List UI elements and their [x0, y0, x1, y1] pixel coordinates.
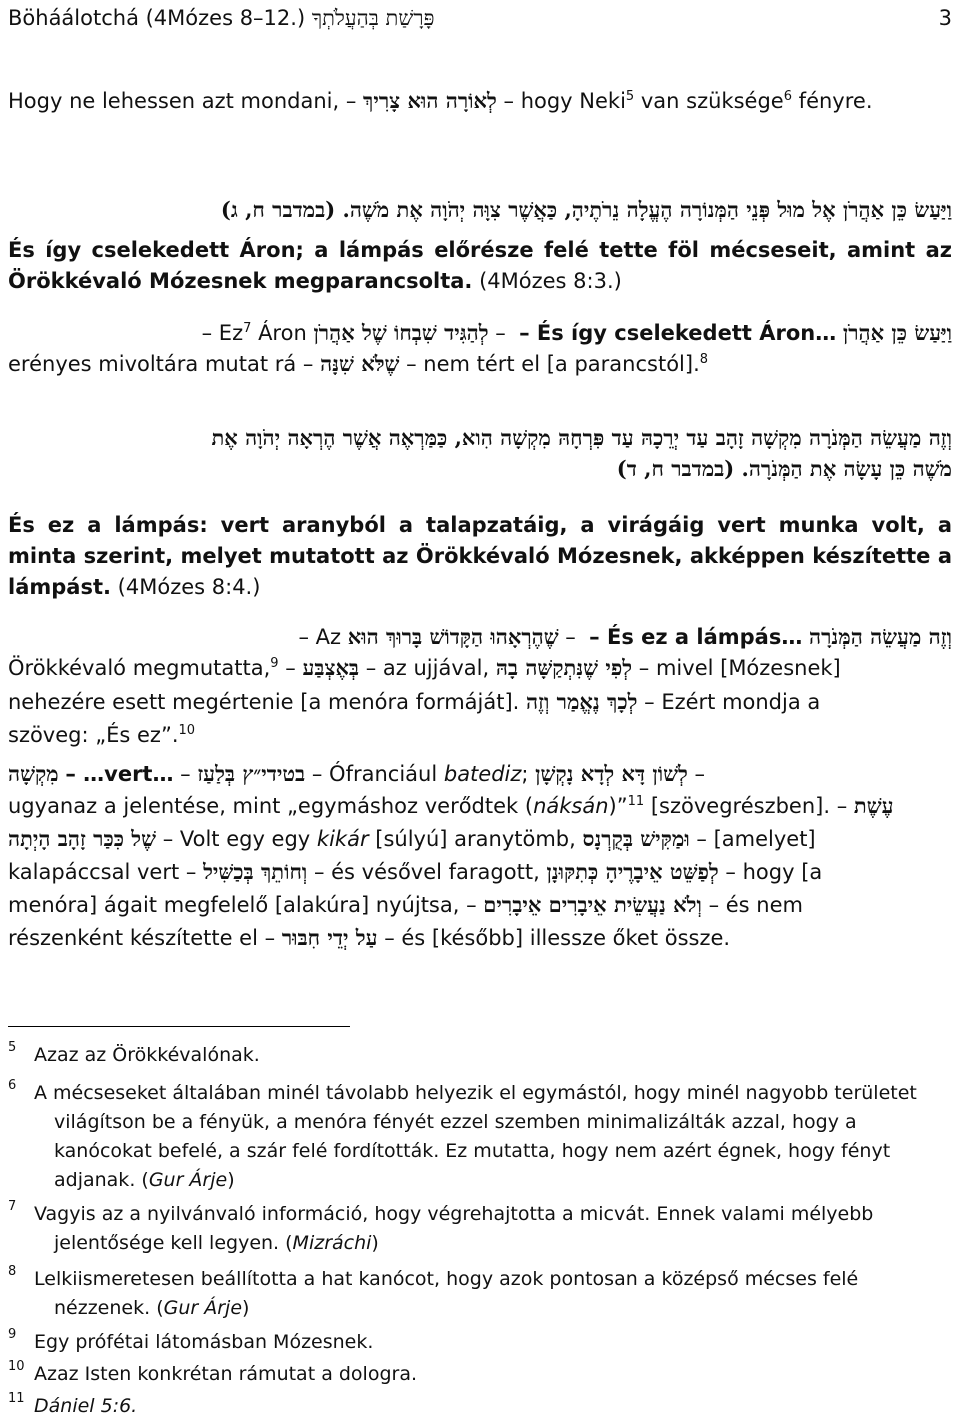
verse-text: És így cselekedett Áron; a lámpás előrésze felé tette föl mécseseit, amint az Örökkévaló Mózesnek megparancsolta. — [8, 238, 952, 293]
footnote-text: Dániel 5:6. — [34, 1395, 138, 1417]
text: )” — [608, 794, 628, 818]
lemma-translation: – És így cselekedett Áron… — [519, 321, 837, 345]
text: szöveg: „És ez”. — [8, 723, 179, 747]
text: – — [694, 762, 705, 786]
verse-reference: (4Mózes 8:3.) — [479, 269, 622, 293]
lemma-translation: – És ez a lámpás… — [589, 625, 803, 649]
hebrew-comment: בְּאֶצְבַּע — [302, 655, 360, 680]
footnote-number: 8 — [8, 1264, 17, 1279]
text: menóra] ágait megfelelő [alakúra] nyújtsa, – — [8, 893, 477, 917]
text: Áron — [258, 321, 307, 345]
verse-3-hebrew: וַיַּעַשׂ כֵּן אַהֲרֹן אֶל מוּל פְּנֵי הַמְּנוֹרָה הֶעֱלָה נֵרֹתֶיהָ, כַּאֲשֶׁר צִוָּה יְהֹוָה אֶת מֹשֶׁה. (במדבר ח, ג) — [220, 197, 952, 222]
footnote-text: Lelkiismeretesen beállította a hat kanócot, hogy azok pontosan a középső mécses felé nézzenek. — [34, 1268, 859, 1319]
commentary-lampas: וְזֶה מַעֲשֵׂה הַמְּנֹרָה – És ez a lámpás… – שֶׁהֶרְאָהוּ הַקָּדוֹשׁ בָּרוּךְ הוּא – Az Örökkévaló megmutatta,$^9$ – בְּאֶצְבַּע – az ujjával, לְפִי שֶׁנִּתְקַשָּׁה בָהּ – mivel [Mózesnek] nehezére esett megértenie [a menóra formáját]. לְכָךְ נֶאֱמַר וְזֶה – Ezért mondja a szöveg: „És ez”.$^{10}$ — [8, 624, 952, 747]
hebrew-comment: לְשׁוֹן דָּא לְדָא נָקְשָׁן — [535, 761, 688, 786]
text: erényes mivoltára mutat rá – — [8, 352, 314, 376]
text: hogy Neki — [520, 89, 626, 113]
footnote-ref-9[interactable]: 9 — [270, 656, 279, 671]
footnote-text: Egy prófétai látomásban Mózesnek. — [34, 1331, 374, 1353]
verse-line: וְזֶה מַעֲשֵׂה הַמְּנֹרָה מִקְשָׁה זָהָב עַד יְרֵכָהּ עַד פִּרְחָהּ מִקְשָׁה הִוא, כַּמַּרְאֶה אֲשֶׁר הֶרְאָה יְהֹוָה אֶת — [211, 425, 952, 450]
header-hebrew: פָּרָשַׁת בְּהַעֲלֹתְךָ — [311, 6, 435, 30]
text: – és nem — [708, 893, 803, 917]
hebrew-comment: וּמַקִּישׁ בְּקֻרְנָס — [582, 826, 690, 851]
hebrew-comment: שֶׁהֶרְאָהוּ הַקָּדוֹשׁ בָּרוּךְ הוּא — [347, 624, 559, 649]
footnote-8: 8 Lelkiismeretesen beállította a hat kanócot, hogy azok pontosan a középső mécses felé nézzenek. (Gur Árje) — [8, 1265, 952, 1323]
footnote-text: Vagyis az a nyilvánvaló információ, hogy végrehajtotta a micvát. Ennek valami mélyebb jelentősége kell legyen. — [34, 1203, 874, 1254]
footnote-ref-10[interactable]: 10 — [178, 723, 196, 738]
hebrew-lemma: וַיַּעַשׂ כֵּן אַהֲרֹן — [842, 320, 952, 345]
footnote-number: 10 — [8, 1359, 25, 1374]
footnote-source: Gur Árje — [148, 1169, 228, 1191]
footnote-source: Mizráchi — [292, 1232, 372, 1254]
hebrew-comment: לְפַשֵּׁט אֵיבָרֶיהָ כְּתִקּוּנָן — [546, 859, 719, 884]
text: nehezére esett megértenie [a menóra formáját]. — [8, 690, 520, 714]
hebrew-comment: וְחוֹתֵךְ בְּכַשִּׁיל — [203, 859, 308, 884]
verse-text: És ez a lámpás: vert aranyból a talapzatáig, a virágáig vert munka volt, a minta szerint, melyet mutatott az Örökkévaló Mózesnek, akképpen készítette a lámpást. — [8, 513, 952, 599]
hebrew-comment: וְלֹא נַעֲשֵׂית אֵיבָרִים אֵיבָרִים — [483, 892, 702, 917]
hebrew-comment: שֶׁלֹּא שִׁנָּה — [320, 351, 400, 376]
footnote-ref-6[interactable]: 6 — [783, 89, 792, 104]
commentary-aron: וַיַּעַשׂ כֵּן אַהֲרֹן – És így cselekedett Áron… – לְהַגִּיד שִׁבְחוֹ שֶׁל אַהֲרֹן – Ez$^7$ Áron erényes mivoltára mutat rá – שֶׁלֹּא שִׁנָּה – nem tért el [a parancstól].$^8$ — [8, 320, 952, 376]
footnote-11 — [8, 1392, 952, 1421]
text: – Az — [298, 625, 342, 649]
hebrew-comment: שֶׁל כִּכַּר זָהָב הָיְתָה — [8, 826, 156, 851]
text: – mivel [Mózesnek] — [638, 656, 841, 680]
verse-line: מֹשֶׁה כֵּן עָשָׂה אֶת הַמְּנֹרָה. (במדבר ח, ד) — [616, 456, 952, 481]
footnote-text: Azaz az Örökkévalónak. — [34, 1044, 260, 1066]
footnote-separator — [8, 1026, 350, 1027]
lemma-translation: – …vert… — [65, 762, 174, 786]
text: [súlyú] aranytömb, — [375, 827, 576, 851]
footnote-number: 6 — [8, 1078, 17, 1093]
text: Örökkévaló megmutatta, — [8, 656, 271, 680]
footnote-5 — [8, 1041, 952, 1070]
footnote-number: 11 — [8, 1391, 25, 1406]
text: kalapáccsal vert – — [8, 860, 197, 884]
footnote-number: 9 — [8, 1327, 17, 1342]
foreign-term: batediz — [443, 762, 522, 786]
verse-3-translation — [8, 235, 952, 297]
text: fényre. — [798, 89, 873, 113]
verse-reference: (4Mózes 8:4.) — [117, 575, 261, 599]
foreign-term: náksán — [533, 794, 609, 818]
footnote-ref-8[interactable]: 8 — [699, 352, 709, 367]
footnote-number: 5 — [8, 1040, 17, 1055]
text: – és vésővel faragott, — [313, 860, 540, 884]
footnote-ref-7[interactable]: 7 — [243, 321, 252, 336]
foreign-term: kikár — [316, 827, 369, 851]
footnote-7: 7 Vagyis az a nyilvánvaló információ, hogy végrehajtotta a micvát. Ennek valami mélyebb jelentősége kell legyen. (Mizráchi) — [8, 1200, 952, 1258]
verse-4-hebrew — [8, 422, 952, 484]
text: – hogy [a — [725, 860, 823, 884]
text: – Ófranciául — [311, 762, 438, 786]
hebrew-comment: עֶשֶׁת — [853, 793, 894, 818]
running-header — [8, 6, 952, 36]
text: – Ez — [201, 321, 244, 345]
hebrew-comment: בטידי״ץ בְּלַעַז — [197, 761, 306, 786]
hebrew-lemma: וְזֶה מַעֲשֵׂה הַמְּנֹרָה — [809, 624, 952, 649]
text: – Volt egy egy — [162, 827, 311, 851]
commentary-vert: מִקְשָׁה – …vert… – בטידי״ץ בְּלַעַז – Ófranciául batediz; לְשׁוֹן דָּא לְדָא נָקְשָׁן – ugyanaz a jelentése, mint „egymáshoz verődtek (náksán)”$^{11}$ [szövegrészben]. – עֶשֶׁת שֶׁל כִּכַּר זָהָב הָיְתָה – Volt egy egy kikár [súlyú] aranytömb, וּמַקִּישׁ בְּקֻרְנָס – [amelyet] kalapáccsal vert – וְחוֹתֵךְ בְּכַשִּׁיל – és vésővel faragott, לְפַשֵּׁט אֵיבָרֶיהָ כְּתִקּוּנָן – hogy [a menóra] ágait megfelelő [alakúra] nyújtsa, – וְלֹא נַעֲשֵׂית אֵיבָרִים אֵיבָרִים – és nem részenként készítette el – עַל יְדֵי חִבּוּר – és [később] illessze őket össze. — [8, 761, 894, 950]
hebrew-lemma: מִקְשָׁה — [8, 761, 59, 786]
hebrew-comment: עַל יְדֵי חִבּוּר — [281, 925, 378, 950]
page-number: 3 — [938, 6, 952, 30]
verse-4-translation — [8, 510, 952, 603]
footnote-number: 7 — [8, 1199, 17, 1214]
text: részenként készítette el – — [8, 926, 276, 950]
text: ; — [521, 762, 529, 786]
footnote-ref-11[interactable]: 11 — [627, 794, 645, 809]
text: – [amelyet] — [696, 827, 816, 851]
text: – az ujjával, — [365, 656, 490, 680]
text: ugyanaz a jelentése, mint „egymáshoz verődtek ( — [8, 794, 534, 818]
footnote-text: Azaz Isten konkrétan rámutat a dologra. — [34, 1363, 418, 1385]
footnote-source: Gur Árje — [163, 1297, 243, 1319]
header-title-text: Böháálotchá (4Mózes 8–12.) — [8, 6, 306, 30]
text: Hogy ne lehessen azt mondani, — [8, 89, 340, 113]
footnote-ref-5[interactable]: 5 — [625, 89, 635, 104]
text: – és [később] illessze őket össze. — [384, 926, 731, 950]
footnote-6: 6 A mécseseket általában minél távolabb helyezik el egymástól, hogy minél nagyobb területet világítson be a fényük, a menóra fényét ezzel szemben minimalizálták azzal, hogy a kanócokat befelé, a szár felé fordították. Ez mutatta, hogy nem azért égnek, hogy fényt adjanak. (Gur Árje) — [8, 1079, 952, 1195]
footnote-9 — [8, 1328, 952, 1357]
hebrew-comment: לְכָךְ נֶאֱמַר וְזֶה — [526, 689, 638, 714]
header-title — [8, 6, 435, 31]
hebrew-comment: לְפִי שֶׁנִּתְקַשָּׁה בָהּ — [495, 655, 633, 680]
hebrew-comment: לְהַגִּיד שִׁבְחוֹ שֶׁל אַהֲרֹן — [313, 320, 489, 345]
text: – Ezért mondja a — [644, 690, 821, 714]
hebrew-quote: לְאוֹרָה הוּא צָרִיךְ — [363, 88, 497, 113]
text: – nem tért el [a parancstól]. — [406, 352, 700, 376]
footnote-10 — [8, 1360, 952, 1389]
text: van szüksége — [640, 89, 784, 113]
paragraph-intro: Hogy ne lehessen azt mondani, – לְאוֹרָה הוּא צָרִיךְ – hogy Neki$^5$ van szüksége$^6$ fényre. — [8, 88, 873, 113]
text: [szövegrészben]. – — [650, 794, 848, 818]
footnote-text: A mécseseket általában minél távolabb helyezik el egymástól, hogy minél nagyobb területet világítson be a fényük, a menóra fényét ezzel szemben minimalizálták azzal, hogy a kanócokat befelé, a szár felé fordították. Ez mutatta, hogy nem azért égnek, hogy fényt adjanak. — [34, 1082, 917, 1191]
